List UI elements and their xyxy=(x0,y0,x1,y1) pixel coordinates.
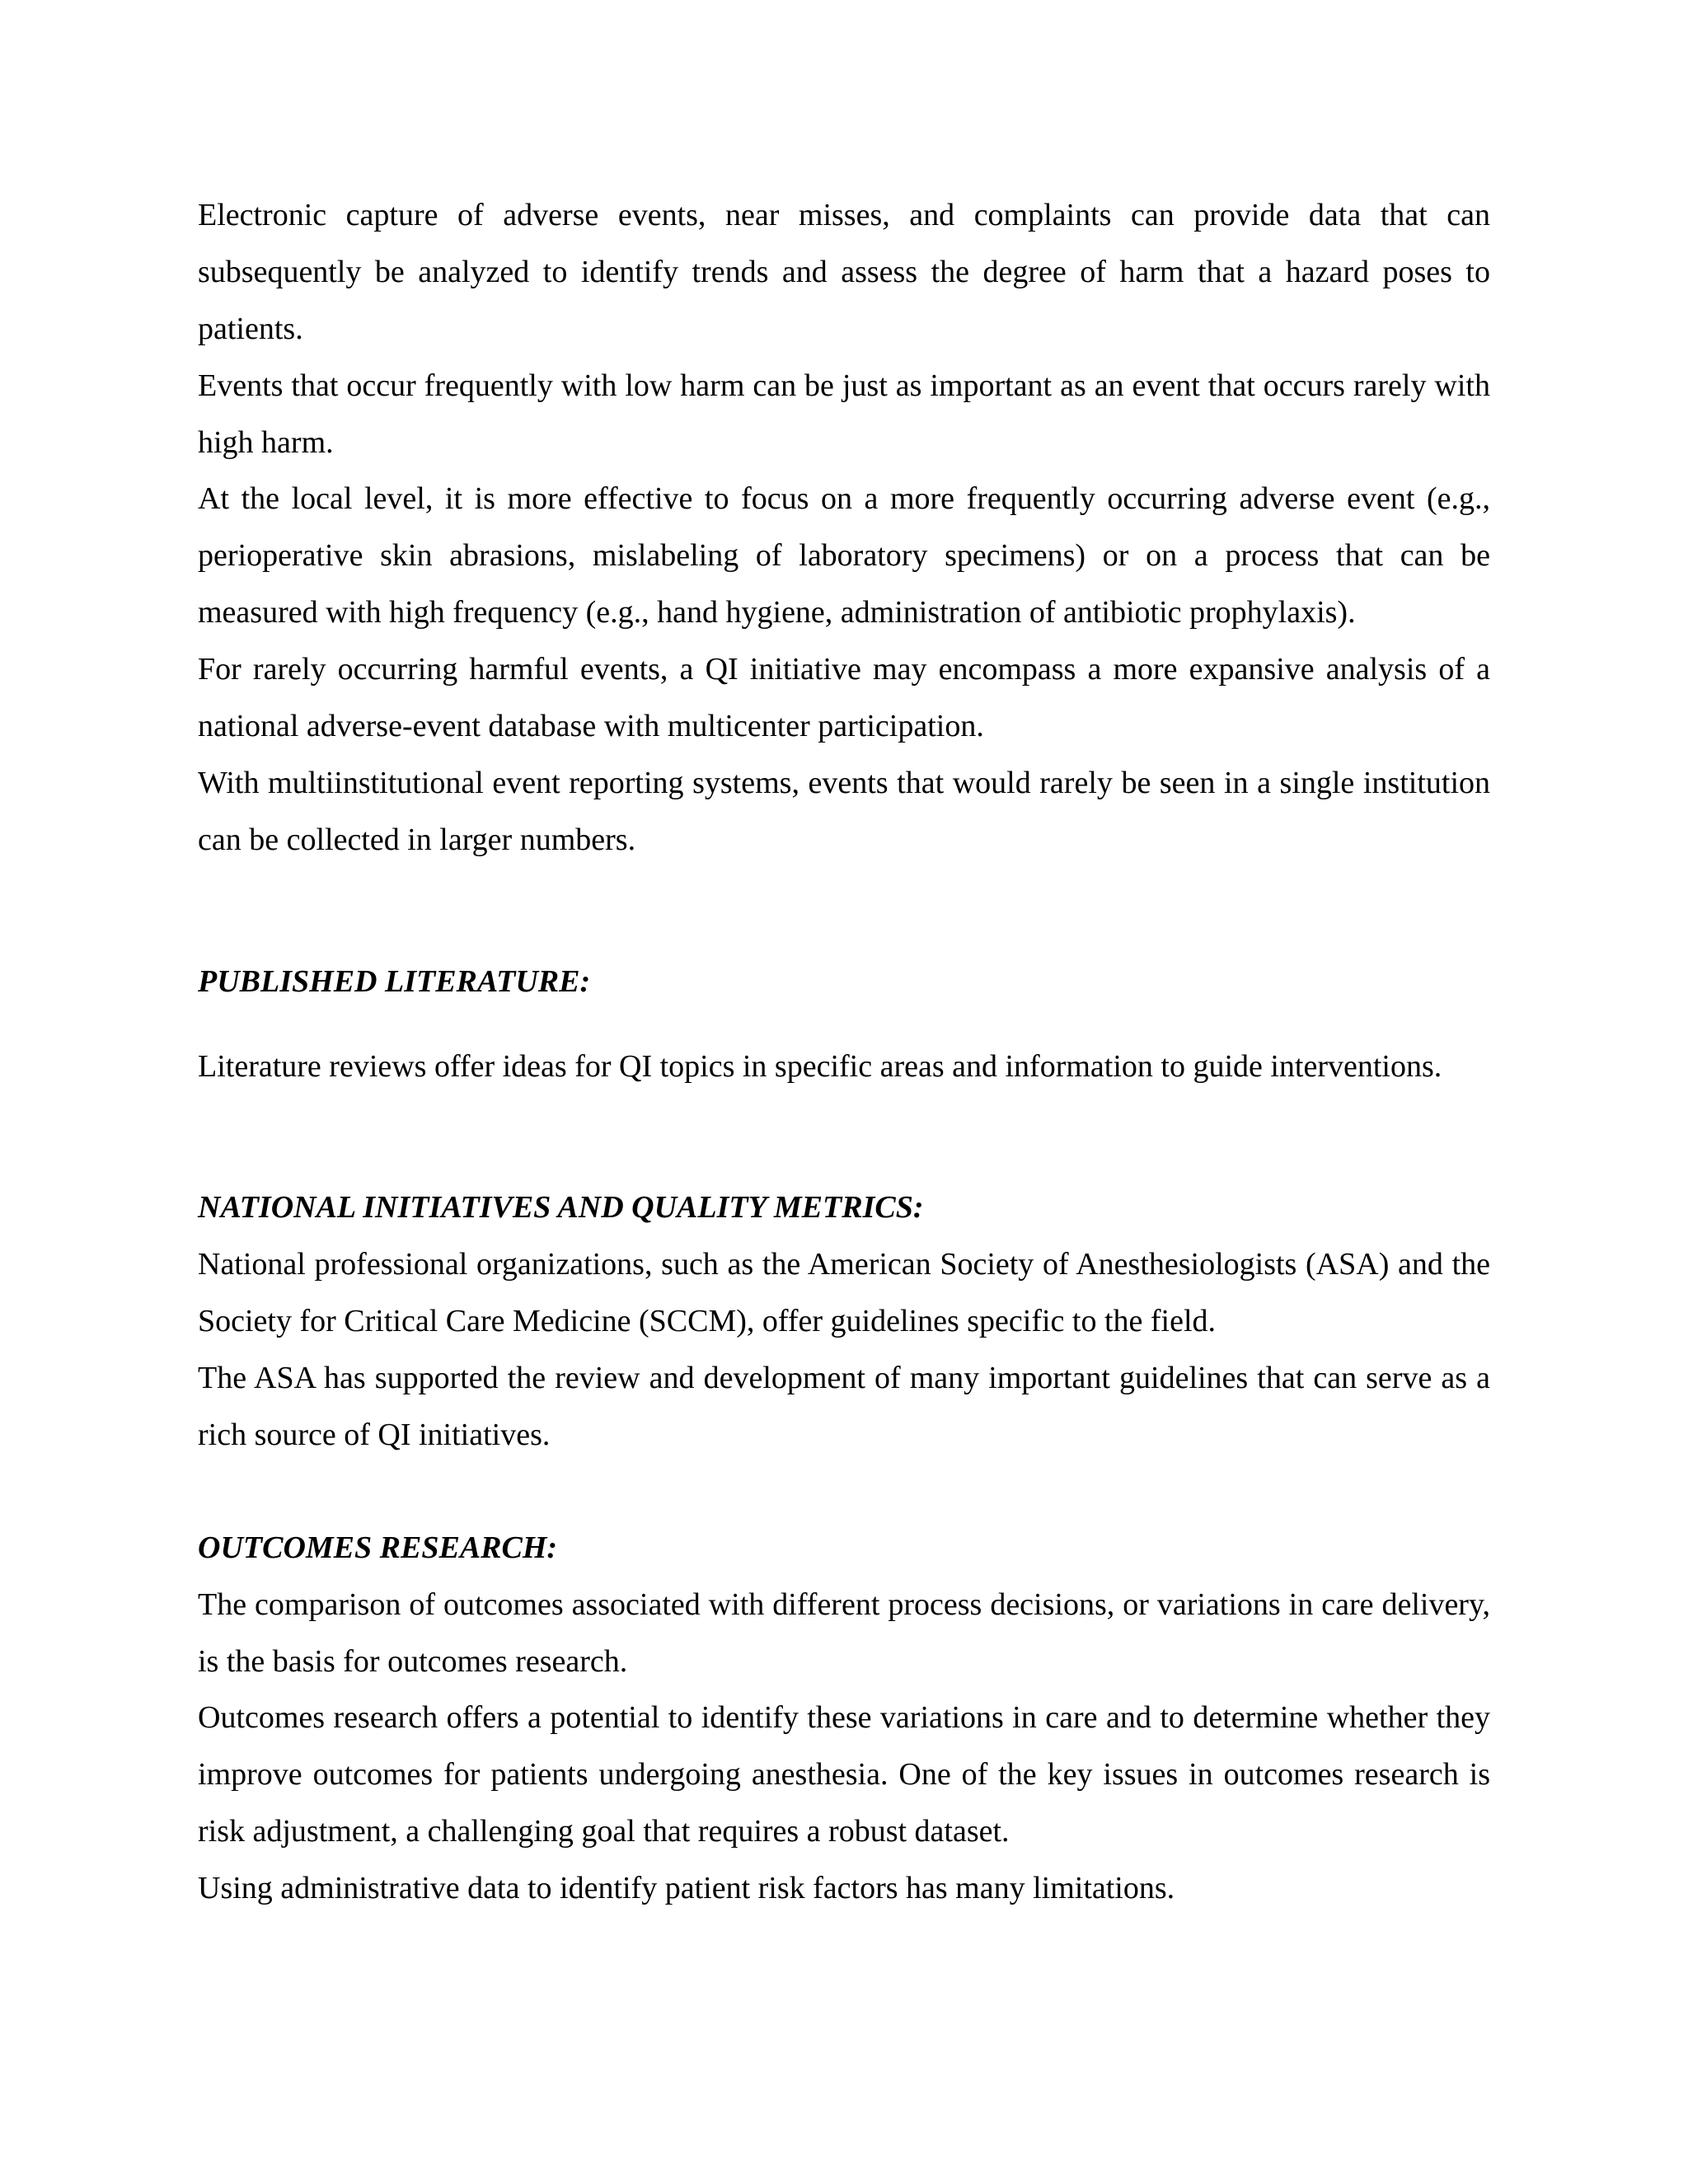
paragraph-national-organizations: National professional organizations, such as the American Society of Anesthesiologists (ASA) and the Society for Critical Care Medicine (SCCM), offer guidelines specific to the field. xyxy=(198,1247,1490,1338)
paragraph-local-level: At the local level, it is more effective to focus on a more frequently occurring adverse event (e.g., perioperative skin abrasions, mislabeling of laboratory specimens) or on a process that can be measured with high frequency (e.g., hand hygiene, administration of antibiotic prophylaxis). xyxy=(198,481,1490,630)
paragraph-electronic-capture: Electronic capture of adverse events, near misses, and complaints can provide data that can subsequently be analyzed to identify trends and assess the degree of harm that a hazard poses to patients. xyxy=(198,198,1490,346)
paragraph-outcomes-potential: Outcomes research offers a potential to identify these variations in care and to determine whether they improve outcomes for patients undergoing anesthesia. One of the key issues in outcomes research is risk adjustment, a challenging goal that requires a robust dataset. xyxy=(198,1700,1490,1849)
paragraph-literature-reviews: Literature reviews offer ideas for QI topics in specific areas and information to guide interventions. xyxy=(198,1049,1442,1084)
paragraph-administrative-data: Using administrative data to identify patient risk factors has many limitations. xyxy=(198,1871,1175,1905)
paragraph-multiinstitutional: With multiinstitutional event reporting systems, events that would rarely be seen in a single institution can be collected in larger numbers. xyxy=(198,766,1490,857)
paragraph-frequent-events: Events that occur frequently with low harm can be just as important as an event that occurs rarely with high harm. xyxy=(198,368,1490,460)
heading-national-initiatives: NATIONAL INITIATIVES AND QUALITY METRICS: xyxy=(198,1190,924,1225)
heading-published-literature: PUBLISHED LITERATURE: xyxy=(198,964,591,999)
paragraph-outcomes-comparison: The comparison of outcomes associated with different process decisions, or variations in care delivery, is the basis for outcomes research. xyxy=(198,1587,1490,1679)
paragraph-asa-guidelines: The ASA has supported the review and development of many important guidelines that can serve as a rich source of QI initiatives. xyxy=(198,1361,1490,1452)
heading-outcomes-research: OUTCOMES RESEARCH: xyxy=(198,1530,558,1565)
document-page xyxy=(198,0,1490,2184)
paragraph-rare-events: For rarely occurring harmful events, a QI initiative may encompass a more expansive analysis of a national adverse-event database with multicenter participation. xyxy=(198,652,1490,743)
